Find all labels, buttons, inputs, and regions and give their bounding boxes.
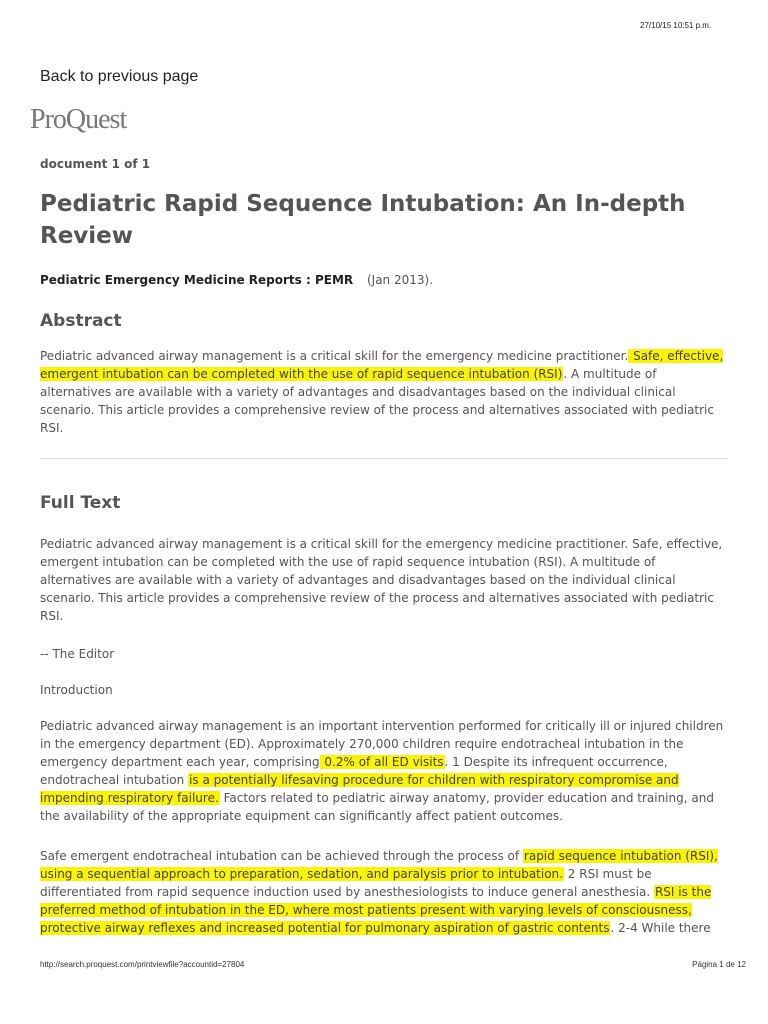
abstract-paragraph (40, 347, 730, 437)
introduction-paragraph (40, 717, 730, 825)
paragraph-text: Pediatric advanced airway management is an important intervention performed for critically ill or injured children in the emergency department (ED). Approximately 270,000 children require endotracheal intubation in the emergency department each year, comprising (40, 719, 724, 769)
paragraph-text: 2 RSI must be differentiated from rapid sequence induction used by anesthesiologists to induce general anesthesia. (40, 867, 654, 899)
paragraph-text: . 1 Despite its infrequent occurrence, endotracheal intubation (40, 755, 668, 787)
document-count: document 1 of 1 (40, 157, 151, 171)
back-to-previous-page-link[interactable]: Back to previous page (40, 68, 199, 85)
highlight: 0.2% of all ED visits (320, 755, 444, 769)
introduction-heading: Introduction (40, 683, 113, 697)
print-footer-url: http://search.proquest.com/printviewfile?accountid=27804 (40, 960, 245, 969)
paragraph-text: Factors related to pediatric airway anatomy, provider education and training, and the availability of the appropriate equipment can significantly affect patient outcomes. (40, 791, 714, 823)
full-text-heading: Full Text (40, 493, 121, 513)
abstract-text: . A multitude of alternatives are available with a variety of advantages and disadvantages based on the individual clinical scenario. This article provides a comprehensive review of the process and alternatives associated with pediatric RSI. (40, 367, 714, 435)
publication-line (40, 273, 433, 287)
highlight: rapid sequence intubation (RSI), using a sequential approach to preparation, sedation, and paralysis prior to intubation. (40, 849, 718, 881)
publication-date: (Jan 2013). (366, 273, 434, 287)
proquest-logo[interactable]: ProQuest (30, 104, 127, 135)
paragraph-text: Safe emergent endotracheal intubation can be achieved through the process of (40, 849, 523, 863)
print-timestamp: 27/10/15 10:51 p.m. (640, 21, 712, 30)
document-title: Pediatric Rapid Sequence Intubation: An In-depth Review (40, 191, 686, 249)
highlight: is a potentially lifesaving procedure for children with respiratory compromise and impending respiratory failure. (40, 773, 679, 805)
full-text-paragraph: Pediatric advanced airway management is a critical skill for the emergency medicine practitioner. Safe, effective, emergent intubation can be completed with the use of rapid sequence intubation (RSI). A multitude of alternatives are available with a variety of advantages and disadvantages based on the individual clinical scenario. This article provides a comprehensive review of the process and alternatives associated with pediatric RSI. (40, 537, 723, 623)
highlight: Safe, effective, emergent intubation can be completed with the use of rapid sequence intubation (RSI) (40, 349, 724, 381)
print-footer-page-number: Página 1 de 12 (692, 960, 746, 969)
rsi-paragraph (40, 847, 730, 937)
abstract-heading: Abstract (40, 311, 122, 331)
editor-line: -- The Editor (40, 647, 115, 661)
highlight: RSI is the preferred method of intubation in the ED, where most patients present with varying levels of consciousness, protective airway reflexes and increased potential for pulmonary aspiration of gastric contents (40, 885, 712, 935)
section-divider (40, 458, 728, 459)
paragraph-text: . 2-4 While there (610, 921, 711, 935)
abstract-text: Pediatric advanced airway management is a critical skill for the emergency medicine practitioner. (40, 349, 629, 363)
publication-name: Pediatric Emergency Medicine Reports : PEMR (40, 273, 354, 287)
